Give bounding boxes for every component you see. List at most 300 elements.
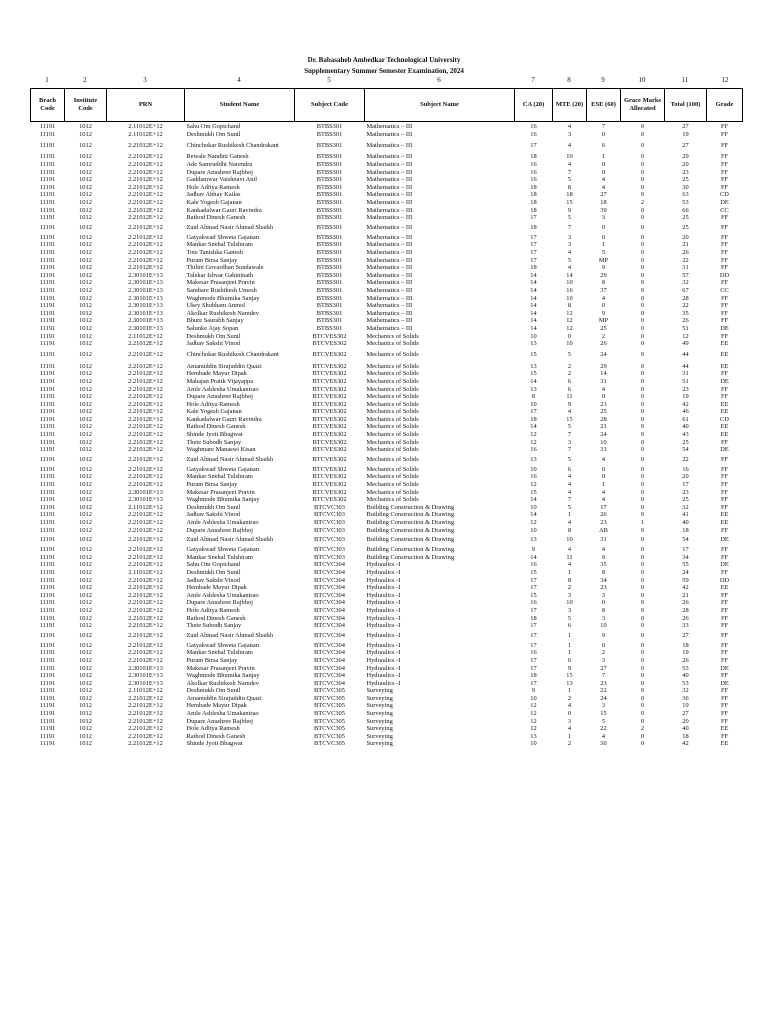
ca-cell: 17: [530, 256, 537, 264]
table-row: [31, 672, 743, 680]
grace-marks-cell: 0: [640, 206, 645, 214]
total-cell: 25: [682, 176, 689, 184]
table-row: [31, 687, 743, 695]
grade-cell: EE: [720, 511, 729, 519]
grace-marks-cell: 0: [640, 679, 645, 687]
branch-code-cell: 11191: [39, 130, 56, 138]
grade-cell: FF: [720, 717, 729, 725]
table-row: [31, 629, 743, 641]
ca-cell: 9: [531, 546, 536, 554]
student-name-cell: Chinchokar Rushikesh Chandrakant: [186, 351, 279, 359]
ca-cell: 16: [530, 561, 537, 569]
institute-code-cell: 1012: [79, 710, 92, 718]
table-row: [31, 131, 743, 139]
mte-cell: 7: [567, 446, 572, 454]
prn-cell: 2.21012E+12: [128, 446, 163, 454]
total-cell: 27: [682, 142, 689, 150]
subject-code-cell: BTBS301: [316, 324, 343, 332]
student-name-cell: Waghmode Bhumika Sanjay: [186, 672, 260, 680]
student-name-cell: Puram Birsa Sanjay: [186, 256, 238, 264]
ca-cell: 18: [530, 614, 537, 622]
student-name-cell: Zaid Ahmad Nasir Ahmad Shaikh: [186, 224, 274, 232]
mte-cell: 15: [566, 672, 573, 680]
institute-code-cell: 1012: [79, 142, 92, 150]
branch-code-cell: 11191: [39, 702, 56, 710]
table-row: [31, 378, 743, 386]
ca-cell: 17: [530, 214, 537, 222]
subject-code-cell: BTBS301: [316, 123, 343, 131]
institute-code-cell: 1012: [79, 576, 92, 584]
ese-cell: 4: [601, 183, 606, 191]
ca-cell: 16: [530, 176, 537, 184]
ca-cell: 10: [530, 503, 537, 511]
subject-name-cell: Mathematics – III: [366, 233, 413, 241]
grace-marks-cell: 0: [640, 351, 645, 359]
grace-marks-cell: 0: [640, 408, 645, 416]
branch-code-cell: 11191: [39, 694, 56, 702]
grade-cell: FF: [720, 142, 729, 150]
student-name-cell: Kankadalwar Gauri Ravindra: [186, 206, 262, 214]
subject-code-cell: BTBS301: [316, 302, 343, 310]
grade-cell: EE: [720, 408, 729, 416]
ca-cell: 14: [530, 286, 537, 294]
table-row: [31, 340, 743, 348]
grace-marks-cell: 2: [640, 725, 645, 733]
total-cell: 19: [682, 702, 689, 710]
grace-marks-cell: 0: [640, 446, 645, 454]
subject-name-cell: Mathematics – III: [366, 176, 413, 184]
grace-marks-cell: 0: [640, 631, 645, 639]
institute-code-cell: 1012: [79, 553, 92, 561]
ese-cell: 3: [601, 214, 606, 222]
ca-cell: 17: [530, 576, 537, 584]
subject-code-cell: BTCVES302: [312, 465, 347, 473]
branch-code-cell: 11191: [39, 191, 56, 199]
ca-cell: 13: [530, 385, 537, 393]
total-cell: 20: [682, 717, 689, 725]
student-name-cell: Waghmare Manaswi Kisan: [186, 446, 256, 454]
mte-cell: 6: [567, 656, 572, 664]
branch-code-cell: 11191: [39, 584, 56, 592]
prn-cell: 2.21012E+12: [128, 153, 163, 161]
column-number: 6: [437, 76, 441, 84]
column-number: 2: [83, 76, 87, 84]
table-row: [31, 264, 743, 272]
mte-cell: 3: [567, 241, 572, 249]
branch-code-cell: 11191: [39, 536, 56, 544]
grace-marks-cell: 0: [640, 473, 645, 481]
total-cell: 61: [682, 415, 689, 423]
subject-code-cell: BTBS301: [316, 206, 343, 214]
subject-code-cell: BTCVC304: [314, 584, 345, 592]
grade-cell: FF: [720, 710, 729, 718]
ese-cell: MP: [598, 317, 609, 325]
subject-code-cell: BTCVES302: [312, 496, 347, 504]
grade-cell: FF: [720, 641, 729, 649]
ese-cell: 27: [600, 191, 607, 199]
subject-code-cell: BTCVES302: [312, 438, 347, 446]
branch-code-cell: 11191: [39, 503, 56, 511]
ese-cell: 26: [600, 340, 607, 348]
grace-marks-cell: 0: [640, 488, 645, 496]
ese-cell: 24: [600, 351, 607, 359]
ca-cell: 17: [530, 641, 537, 649]
branch-code-cell: 11191: [39, 614, 56, 622]
student-name-cell: Sahu Om Gopichand: [186, 561, 241, 569]
ese-cell: 3: [601, 702, 606, 710]
total-cell: 51: [682, 324, 689, 332]
branch-code-cell: 11191: [39, 249, 56, 257]
institute-code-cell: 1012: [79, 740, 92, 748]
total-cell: 17: [682, 481, 689, 489]
ca-cell: 17: [530, 408, 537, 416]
subject-code-cell: BTBS301: [316, 153, 343, 161]
ca-cell: 16: [530, 168, 537, 176]
ca-cell: 17: [530, 142, 537, 150]
mte-cell: 10: [566, 599, 573, 607]
grade-cell: FF: [720, 672, 729, 680]
grade-cell: FF: [720, 591, 729, 599]
prn-cell: 2.21012E+12: [128, 176, 163, 184]
student-name-cell: Amle Ashlesha Umakantrao: [186, 385, 259, 393]
prn-cell: 2.30101E+13: [128, 279, 163, 287]
student-name-cell: Jadhav Sakshi Vinod: [186, 340, 240, 348]
branch-code-cell: 11191: [39, 622, 56, 630]
branch-code-cell: 11191: [39, 519, 56, 527]
mte-cell: 15: [566, 415, 573, 423]
student-name-cell: Chinchokar Rushikesh Chandrakant: [186, 142, 279, 150]
institute-code-cell: 1012: [79, 488, 92, 496]
ese-cell: 5: [601, 717, 606, 725]
grade-cell: CD: [720, 191, 729, 199]
grade-cell: FF: [720, 393, 729, 401]
mte-cell: 14: [566, 271, 573, 279]
prn-cell: 2.11012E+12: [128, 687, 163, 695]
total-cell: 41: [682, 511, 689, 519]
ca-cell: 18: [530, 191, 537, 199]
branch-code-cell: 11191: [39, 496, 56, 504]
subject-name-cell: Hydraulics -I: [366, 679, 401, 687]
total-cell: 18: [682, 526, 689, 534]
prn-cell: 2.11012E+12: [128, 123, 163, 131]
table-row: [31, 591, 743, 599]
total-cell: 24: [682, 568, 689, 576]
grade-cell: FF: [720, 385, 729, 393]
subject-name-cell: Surveying: [366, 702, 393, 710]
mte-cell: 13: [566, 679, 573, 687]
prn-cell: 2.21012E+12: [128, 249, 163, 257]
ca-cell: 9: [531, 687, 536, 695]
ca-cell: 16: [530, 473, 537, 481]
subject-name-cell: Mathematics – III: [366, 241, 413, 249]
table-row: [31, 446, 743, 454]
grade-cell: FF: [720, 488, 729, 496]
branch-code-cell: 11191: [39, 561, 56, 569]
prn-cell: 2.21012E+12: [128, 400, 163, 408]
subject-code-cell: BTCVC304: [314, 656, 345, 664]
total-cell: 26: [682, 317, 689, 325]
branch-code-cell: 11191: [39, 385, 56, 393]
ca-cell: 12: [530, 725, 537, 733]
institute-code-cell: 1012: [79, 622, 92, 630]
ca-cell: 17: [530, 249, 537, 257]
table-row: [31, 649, 743, 657]
institute-code-cell: 1012: [79, 153, 92, 161]
grace-marks-cell: 0: [640, 553, 645, 561]
grace-marks-cell: 0: [640, 142, 645, 150]
grade-cell: FF: [720, 438, 729, 446]
branch-code-cell: 11191: [39, 241, 56, 249]
student-name-cell: Deshmukh Om Sunil: [186, 568, 241, 576]
ese-cell: 31: [600, 446, 607, 454]
ese-cell: 0: [601, 302, 606, 310]
table-row: [31, 488, 743, 496]
prn-cell: 2.21012E+12: [128, 264, 163, 272]
mte-cell: 11: [566, 553, 573, 561]
subject-code-cell: BTBS301: [316, 233, 343, 241]
grace-marks-cell: 0: [640, 649, 645, 657]
ese-cell: 25: [600, 324, 607, 332]
subject-code-cell: BTBS301: [316, 249, 343, 257]
prn-cell: 2.21012E+12: [128, 656, 163, 664]
grace-marks-cell: 0: [640, 214, 645, 222]
total-cell: 25: [682, 214, 689, 222]
total-cell: 30: [682, 183, 689, 191]
student-name-cell: Jadhav Sakshi Vinod: [186, 576, 240, 584]
student-name-cell: Mankar Snehal Tulshiram: [186, 241, 253, 249]
subject-name-cell: Mechanics of Solids: [366, 377, 419, 385]
ese-cell: 22: [600, 687, 607, 695]
grace-marks-cell: 0: [640, 576, 645, 584]
ca-cell: 18: [530, 672, 537, 680]
student-name-cell: Amle Ashlesha Umakantrao: [186, 591, 259, 599]
total-cell: 20: [682, 233, 689, 241]
student-name-cell: Hole Aditya Ramesh: [186, 183, 240, 191]
grace-marks-cell: 0: [640, 241, 645, 249]
subject-name-cell: Mechanics of Solids: [366, 488, 419, 496]
prn-cell: 2.21012E+12: [128, 717, 163, 725]
grace-marks-cell: 0: [640, 438, 645, 446]
grade-cell: FF: [720, 496, 729, 504]
subject-name-cell: Mathematics – III: [366, 309, 413, 317]
ese-cell: 1: [601, 481, 606, 489]
prn-cell: 2.30101E+13: [128, 496, 163, 504]
institute-code-cell: 1012: [79, 199, 92, 207]
total-cell: 32: [682, 279, 689, 287]
ese-cell: 0: [601, 168, 606, 176]
subject-code-cell: BTCVC304: [314, 606, 345, 614]
table-row: [31, 431, 743, 439]
institute-code-cell: 1012: [79, 377, 92, 385]
student-name-cell: Amanuddin Sirajuddin Quazi: [186, 362, 262, 370]
subject-name-cell: Mathematics – III: [366, 317, 413, 325]
ese-cell: 0: [601, 393, 606, 401]
student-name-cell: Makesar Prasanjeet Pravin: [186, 664, 255, 672]
ca-cell: 13: [530, 362, 537, 370]
student-name-cell: Mankar Snehal Tulshiram: [186, 473, 253, 481]
subject-code-cell: BTBS301: [316, 142, 343, 150]
subject-code-cell: BTBS301: [316, 256, 343, 264]
subject-name-cell: Mathematics – III: [366, 153, 413, 161]
subject-name-cell: Hydraulics -I: [366, 672, 401, 680]
student-name-cell: Akolkar Rushikesh Namdev: [186, 679, 259, 687]
grace-marks-cell: 0: [640, 614, 645, 622]
branch-code-cell: 11191: [39, 153, 56, 161]
ca-cell: 17: [530, 233, 537, 241]
table-row: [31, 438, 743, 446]
grade-cell: FF: [720, 622, 729, 630]
subject-code-cell: BTCVC304: [314, 672, 345, 680]
ca-cell: 10: [530, 332, 537, 340]
grace-marks-cell: 0: [640, 168, 645, 176]
student-name-cell: Akolkar Rushikesh Namdev: [186, 309, 259, 317]
institute-code-cell: 1012: [79, 423, 92, 431]
mte-cell: 5: [567, 351, 572, 359]
table-row: [31, 206, 743, 214]
student-name-cell: Dupare Anushree Rajbhoj: [186, 168, 253, 176]
subject-name-cell: Mechanics of Solids: [366, 408, 419, 416]
prn-cell: 2.21012E+12: [128, 591, 163, 599]
subject-code-cell: BTCVC304: [314, 664, 345, 672]
ese-cell: 8: [601, 279, 606, 287]
grace-marks-cell: 0: [640, 672, 645, 680]
total-cell: 44: [682, 351, 689, 359]
branch-code-cell: 11191: [39, 123, 56, 131]
student-name-cell: Zaid Ahmad Nasir Ahmad Shaikh: [186, 536, 274, 544]
grace-marks-cell: 0: [640, 302, 645, 310]
total-cell: 25: [682, 496, 689, 504]
subject-name-cell: Building Construction & Drawing: [366, 503, 455, 511]
ese-cell: 0: [601, 233, 606, 241]
grade-cell: FF: [720, 456, 729, 464]
grade-cell: EE: [720, 584, 729, 592]
institute-code-cell: 1012: [79, 123, 92, 131]
grade-cell: FF: [720, 317, 729, 325]
mte-cell: 3: [567, 591, 572, 599]
subject-code-cell: BTBS301: [316, 309, 343, 317]
institute-code-cell: 1012: [79, 568, 92, 576]
table-row: [31, 725, 743, 733]
prn-cell: 2.21012E+12: [128, 473, 163, 481]
student-name-cell: Dupare Anushree Rajbhoj: [186, 393, 253, 401]
branch-code-cell: 11191: [39, 256, 56, 264]
subject-code-cell: BTBS301: [316, 130, 343, 138]
grade-cell: FF: [720, 224, 729, 232]
ese-cell: 0: [601, 641, 606, 649]
grade-cell: FF: [720, 332, 729, 340]
ca-cell: 18: [530, 415, 537, 423]
grade-cell: FF: [720, 599, 729, 607]
student-name-cell: Thete Subodh Sanjay: [186, 622, 242, 630]
subject-code-cell: BTBS301: [316, 191, 343, 199]
institute-code-cell: 1012: [79, 294, 92, 302]
ca-cell: 18: [530, 224, 537, 232]
total-cell: 32: [682, 687, 689, 695]
table-row: [31, 519, 743, 527]
grace-marks-cell: 0: [640, 279, 645, 287]
grace-marks-cell: 0: [640, 224, 645, 232]
grade-cell: CD: [720, 415, 729, 423]
subject-name-cell: Surveying: [366, 740, 393, 748]
table-row: [31, 733, 743, 741]
total-cell: 27: [682, 631, 689, 639]
mte-cell: 5: [567, 456, 572, 464]
branch-code-cell: 11191: [39, 423, 56, 431]
institute-code-cell: 1012: [79, 214, 92, 222]
header-cell: Grace Marks Allocated: [621, 89, 665, 122]
ca-cell: 10: [530, 465, 537, 473]
total-cell: 66: [682, 206, 689, 214]
mte-cell: 4: [567, 481, 572, 489]
grace-marks-cell: 0: [640, 130, 645, 138]
grade-cell: FF: [720, 264, 729, 272]
total-cell: 21: [682, 591, 689, 599]
mte-cell: 1: [567, 511, 572, 519]
grace-marks-cell: 0: [640, 286, 645, 294]
institute-code-cell: 1012: [79, 656, 92, 664]
total-cell: 36: [682, 694, 689, 702]
grace-marks-cell: 1: [640, 519, 645, 527]
prn-cell: 2.21012E+12: [128, 740, 163, 748]
grade-cell: CC: [720, 286, 729, 294]
branch-code-cell: 11191: [39, 279, 56, 287]
subject-code-cell: BTCVC304: [314, 679, 345, 687]
grace-marks-cell: 0: [640, 687, 645, 695]
grade-cell: DE: [720, 679, 729, 687]
ese-cell: 14: [600, 370, 607, 378]
mte-cell: 2: [567, 740, 572, 748]
mte-cell: 4: [567, 264, 572, 272]
ese-cell: 29: [600, 362, 607, 370]
prn-cell: 2.21012E+12: [128, 553, 163, 561]
ese-cell: 0: [601, 599, 606, 607]
ca-cell: 8: [531, 393, 536, 401]
prn-cell: 2.30101E+13: [128, 286, 163, 294]
total-cell: 23: [682, 385, 689, 393]
ese-cell: 29: [600, 271, 607, 279]
mte-cell: 4: [567, 142, 572, 150]
total-cell: 34: [682, 553, 689, 561]
total-cell: 42: [682, 584, 689, 592]
ese-cell: 35: [600, 561, 607, 569]
ca-cell: 14: [530, 511, 537, 519]
ca-cell: 17: [530, 656, 537, 664]
ca-cell: 17: [530, 664, 537, 672]
subject-name-cell: Mathematics – III: [366, 279, 413, 287]
grade-cell: EE: [720, 400, 729, 408]
total-cell: 55: [682, 561, 689, 569]
ca-cell: 17: [530, 631, 537, 639]
ca-cell: 16: [530, 599, 537, 607]
mte-cell: 6: [567, 622, 572, 630]
mte-cell: 2: [567, 584, 572, 592]
subject-name-cell: Hydraulics -I: [366, 649, 401, 657]
column-number: 7: [531, 76, 535, 84]
ese-cell: 24: [600, 431, 607, 439]
prn-cell: 2.30101E+13: [128, 302, 163, 310]
grace-marks-cell: 0: [640, 710, 645, 718]
institute-code-cell: 1012: [79, 206, 92, 214]
institute-code-cell: 1012: [79, 606, 92, 614]
ca-cell: 14: [530, 317, 537, 325]
branch-code-cell: 11191: [39, 526, 56, 534]
institute-code-cell: 1012: [79, 672, 92, 680]
student-name-cell: Ade Samruddhi Narendra: [186, 161, 253, 169]
table-row: [31, 393, 743, 401]
grace-marks-cell: 0: [640, 340, 645, 348]
prn-cell: 2.30101E+13: [128, 679, 163, 687]
grace-marks-cell: 0: [640, 481, 645, 489]
